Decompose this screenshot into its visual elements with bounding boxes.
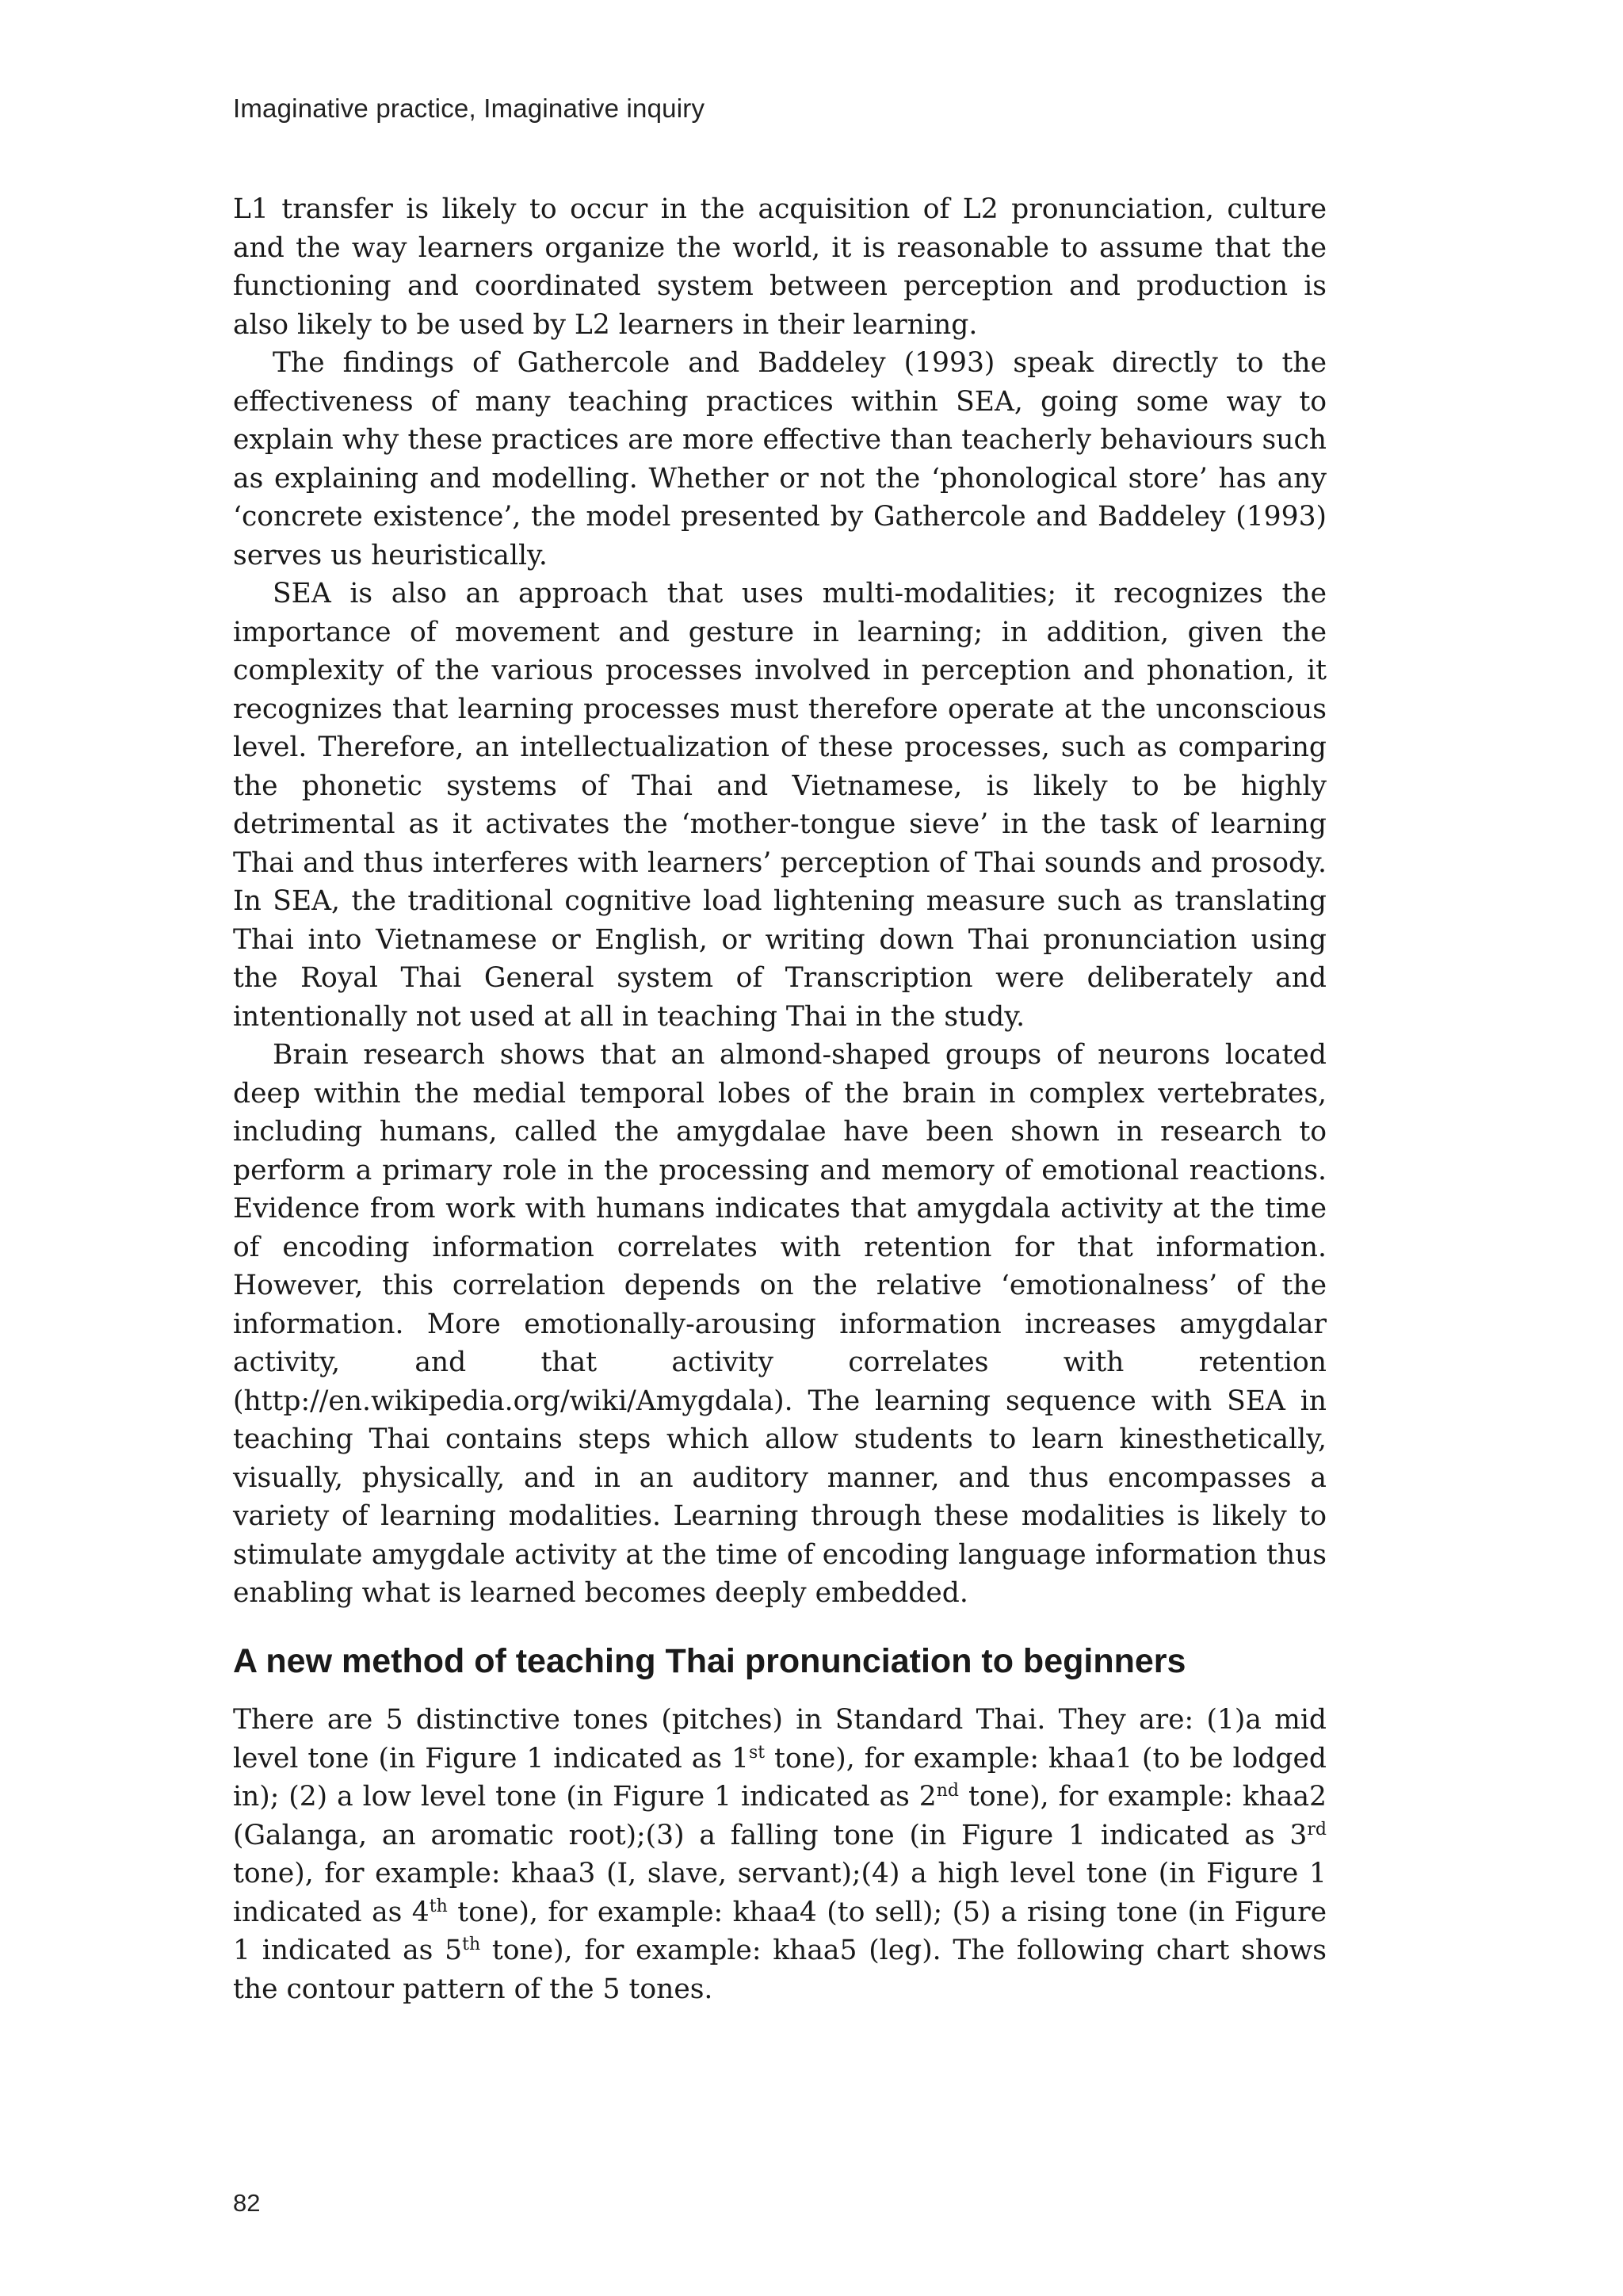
paragraph: L1 transfer is likely to occur in the acquisition of L2 pronunciation, culture and the way learners organize the world, it is reasonable to assume that the functioning and coordinated system between perception and production is also likely to be used by L2 learners in their learning. — [233, 193, 1327, 341]
text-run: There are 5 distinctive tones (pitches) in Standard Thai. They are: (1)a mid level tone (in Figure 1 indicated as 1 — [233, 1704, 1327, 1775]
text-run: tone), for example: khaa2 (Galanga, an aromatic root);(3) a falling tone (in Figure 1 indicated as 3 — [233, 1781, 1327, 1851]
paragraph — [233, 1701, 1327, 2008]
text-run: tone), for example: khaa4 (to sell); (5) a rising tone (in Figure 1 indicated as 5 — [233, 1896, 1327, 1966]
section-text — [233, 1701, 1327, 2008]
section-heading: A new method of teaching Thai pronunciation to beginners — [233, 1642, 1186, 1680]
text-run: tone), for example: khaa3 (I, slave, servant);(4) a high level tone (in Figure 1 indicated as 4 — [233, 1858, 1327, 1928]
body-text — [233, 190, 1327, 1613]
paragraph: The findings of Gathercole and Baddeley (1993) speak directly to the effectiveness of many teaching practices within SEA, going some way to explain why these practices are more effective than teacherly behaviours such as explaining and modelling. Whether or not the ‘phonological store’ has any ‘concrete existence’, the model presented by Gathercole and Baddeley (1993) serves us heuristically. — [233, 347, 1327, 571]
paragraph: Brain research shows that an almond-shaped groups of neurons located deep within the medial temporal lobes of the brain in complex vertebrates, including humans, called the amygdalae have been shown in research to perform a primary role in the processing and memory of emotional reactions. Evidence from work with humans indicates that amygdala activity at the time of encoding information correlates with retention for that information. However, this correlation depends on the relative ‘emotionalness’ of the information. More emotionally-arousing information increases amygdalar activity, and that activity correlates with retention (http://en.wikipedia.org/wiki/Amygdala). The learning sequence with SEA in teaching Thai contains steps which allow students to learn kinesthetically, visually, physically, and in an auditory manner, and thus encompasses a variety of learning modalities. Learning through these modalities is likely to stimulate amygdale activity at the time of encoding language information thus enabling what is learned becomes deeply embedded. — [233, 1039, 1327, 1609]
ordinal-suffix: rd — [1307, 1819, 1327, 1839]
text-run: tone), for example: khaa5 (leg). The following chart shows the contour pattern of the 5 tones. — [233, 1935, 1327, 2005]
paragraph: SEA is also an approach that uses multi-modalities; it recognizes the importance of movement and gesture in learning; in addition, given the complexity of the various processes involved in perception and phonation, it recognizes that learning processes must therefore operate at the unconscious level. Therefore, an intellectualization of these processes, such as comparing the phonetic systems of Thai and Vietnamese, is likely to be highly detrimental as it activates the ‘mother-tongue sieve’ in the task of learning Thai and thus interferes with learners’ perception of Thai sounds and prosody. In SEA, the traditional cognitive load lightening measure such as translating Thai into Vietnamese or English, or writing down Thai pronunciation using the Royal Thai General system of Transcription were deliberately and intentionally not used at all in teaching Thai in the study. — [233, 578, 1327, 1033]
ordinal-suffix: th — [462, 1935, 481, 1954]
ordinal-suffix: st — [748, 1742, 766, 1763]
page-number: 82 — [233, 2189, 261, 2217]
ordinal-suffix: nd — [936, 1781, 960, 1801]
text-run: tone), for example: khaa1 (to be lodged in); (2) a low level tone (in Figure 1 indicated as 2 — [233, 1742, 1327, 1813]
ordinal-suffix: th — [429, 1896, 448, 1916]
running-header: Imaginative practice, Imaginative inquiry — [233, 94, 705, 123]
